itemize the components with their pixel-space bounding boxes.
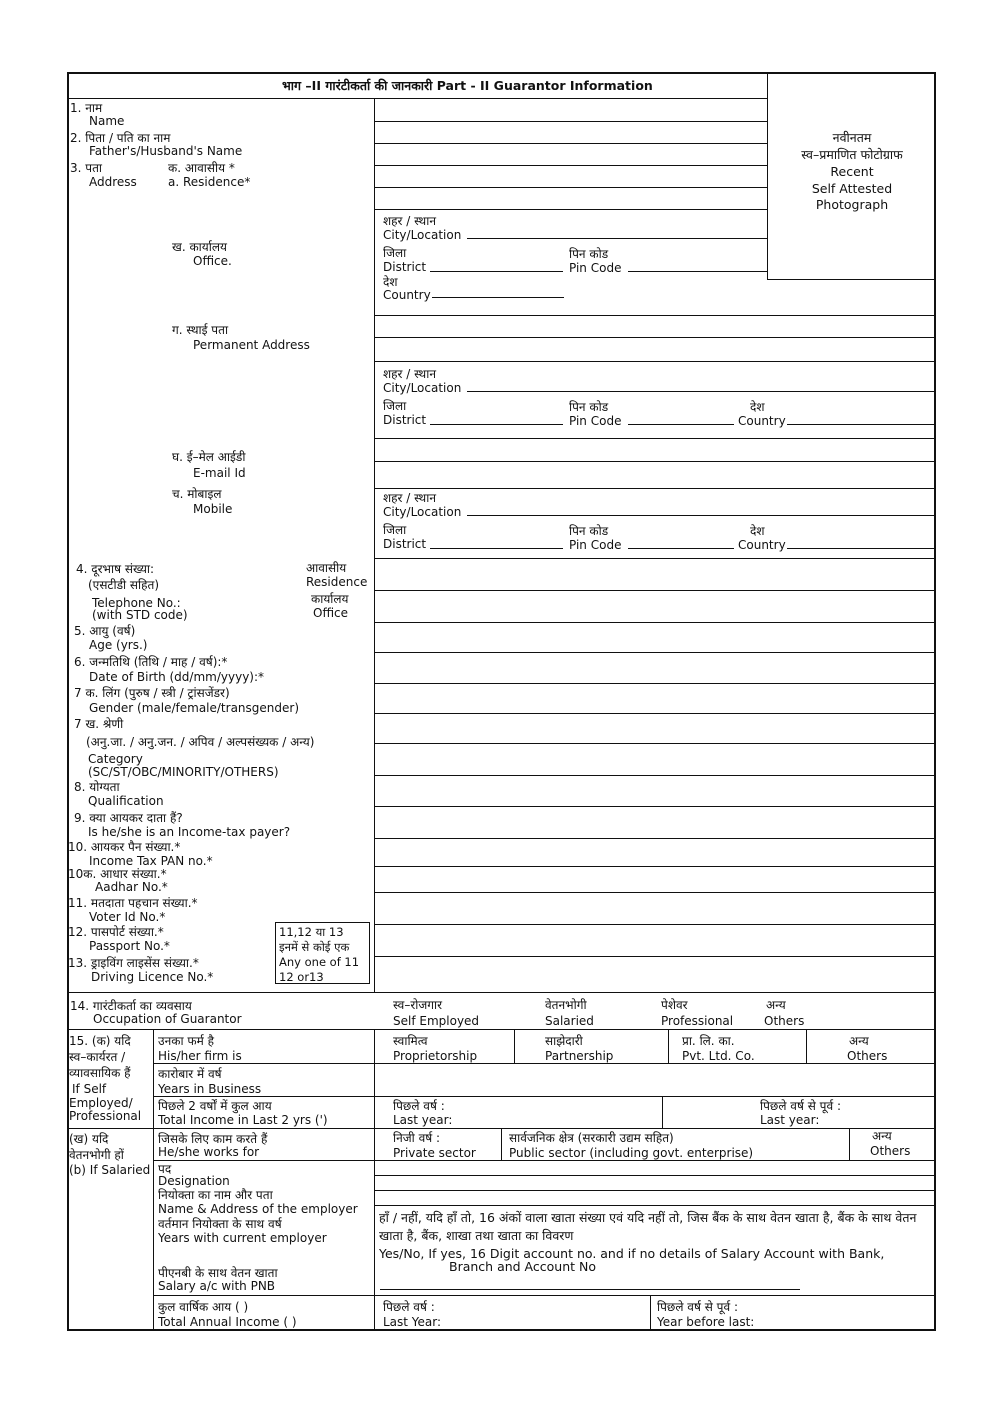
annual-last-year-label-hi: पिछले वर्ष : bbox=[383, 1300, 435, 1314]
sector-others-hi: अन्य bbox=[872, 1129, 892, 1143]
form-title: भाग –II गारंटीकर्ता की जानकारी Part - II Guarantor Information bbox=[282, 78, 653, 93]
pin-field[interactable] bbox=[628, 424, 734, 425]
city-label: City/Location bbox=[383, 505, 462, 519]
occupation-label: Occupation of Guarantor bbox=[93, 1012, 242, 1026]
age-field[interactable] bbox=[374, 652, 936, 653]
mobile-field[interactable] bbox=[374, 488, 936, 489]
column-divider bbox=[153, 1029, 154, 1331]
salary-account-instructions: Yes/No, If yes, 16 Digit account no. and if no details of Salary Account with Bank, bbox=[379, 1246, 885, 1261]
email-field[interactable] bbox=[374, 461, 936, 462]
photo-label: Recent bbox=[830, 164, 874, 179]
city-field[interactable] bbox=[467, 238, 767, 239]
firm-others[interactable]: Others bbox=[847, 1049, 888, 1063]
office-label-hi: ख. कार्यालय bbox=[172, 240, 227, 254]
pan-label: Income Tax PAN no.* bbox=[89, 854, 213, 868]
gender-label: Gender (male/female/transgender) bbox=[89, 701, 299, 715]
dob-field[interactable] bbox=[374, 683, 936, 684]
firm-partnership[interactable]: Partnership bbox=[545, 1049, 614, 1063]
self-employed-label-hi: स्व–कार्यरत / bbox=[69, 1050, 126, 1064]
category-field[interactable] bbox=[374, 775, 936, 776]
qualification-field[interactable] bbox=[374, 806, 936, 807]
divider bbox=[67, 98, 767, 99]
name-label: Name bbox=[89, 114, 125, 128]
row-divider bbox=[153, 1160, 936, 1161]
last-year-label-hi: पिछले वर्ष : bbox=[393, 1099, 445, 1113]
occupation-salaried[interactable]: Salaried bbox=[545, 1014, 594, 1028]
annual-year-before-label-hi: पिछले वर्ष से पूर्व : bbox=[657, 1300, 738, 1314]
divider bbox=[374, 315, 936, 316]
voter-id-field[interactable] bbox=[374, 924, 936, 925]
pin-label-hi: पिन कोड bbox=[569, 247, 609, 261]
firm-pvt-ltd-hi: प्रा. लि. का. bbox=[682, 1034, 735, 1048]
self-employed-label: Employed/ bbox=[69, 1096, 133, 1110]
pan-field[interactable] bbox=[374, 866, 936, 867]
email-label: E-mail Id bbox=[193, 466, 246, 480]
name-label-hi: 1. नाम bbox=[70, 101, 103, 115]
self-employed-label: If Self bbox=[72, 1082, 107, 1096]
works-for-label: He/she works for bbox=[158, 1145, 260, 1159]
years-employer-label-hi: वर्तमान नियोक्ता के साथ वर्ष bbox=[158, 1217, 282, 1231]
category-options-hi: (अनु.जा. / अनु.जन. / अपिव / अल्पसंख्यक / अन्य) bbox=[86, 735, 315, 749]
father-name-label: Father's/Husband's Name bbox=[89, 144, 243, 158]
employer-field[interactable] bbox=[374, 1190, 936, 1191]
district-label-hi: जिला bbox=[383, 523, 407, 537]
residence-label: a. Residence* bbox=[168, 175, 251, 189]
designation-label-hi: पद bbox=[158, 1162, 172, 1176]
country-label: Country bbox=[383, 288, 431, 302]
passport-label-hi: 12. पासपोर्ट संख्या.* bbox=[68, 925, 164, 939]
salaried-label-hi: वेतनभोगी हों bbox=[69, 1148, 124, 1162]
telephone-label: Telephone No.: bbox=[92, 596, 181, 610]
pin-label: Pin Code bbox=[569, 538, 622, 552]
firm-partnership-hi: साझेदारी bbox=[545, 1034, 583, 1048]
telephone-label-hi: 4. दूरभाष संख्या: bbox=[76, 562, 155, 576]
salary-account-instructions-hi: हाँ / नहीं, यदि हाँ तो, 16 अंकों वाला खाता संख्या एवं यदि नहीं तो, जिस बैंक के साथ वेतन खाता है, बैंक के साथ वेतन खाता है, बैंक, शाखा तथा खाता का विवरण bbox=[379, 1210, 917, 1243]
father-name-field[interactable] bbox=[374, 143, 767, 144]
public-sector[interactable]: Public sector (including govt. enterprise) bbox=[509, 1146, 754, 1160]
public-sector-hi: सार्वजनिक क्षेत्र (सरकारी उद्यम सहित) bbox=[509, 1131, 674, 1145]
country-field[interactable] bbox=[432, 297, 564, 298]
pin-label: Pin Code bbox=[569, 414, 622, 428]
pin-field[interactable] bbox=[628, 548, 734, 549]
country-label-hi: देश bbox=[750, 524, 765, 538]
firm-proprietorship-hi: स्वामित्व bbox=[393, 1034, 428, 1048]
photo-box-border bbox=[767, 279, 936, 280]
driving-licence-label-hi: 13. ड्राइविंग लाइसेंस संख्या.* bbox=[68, 956, 199, 970]
private-sector-hi: निजी वर्ष : bbox=[393, 1131, 441, 1145]
district-label-hi: जिला bbox=[383, 399, 407, 413]
works-for-label-hi: जिसके लिए काम करते हैं bbox=[158, 1132, 268, 1146]
passport-field[interactable] bbox=[374, 956, 936, 957]
cell-divider bbox=[668, 1029, 669, 1063]
prev-year-label: Last year: bbox=[760, 1113, 820, 1127]
qualification-label: Qualification bbox=[88, 794, 164, 808]
annual-income-label: Total Annual Income ( ) bbox=[158, 1315, 297, 1329]
city-label: City/Location bbox=[383, 381, 462, 395]
district-field[interactable] bbox=[430, 548, 563, 549]
divider bbox=[374, 558, 936, 559]
district-field[interactable] bbox=[430, 271, 563, 272]
occupation-salaried-hi: वेतनभोगी bbox=[545, 998, 587, 1012]
passport-label: Passport No.* bbox=[89, 939, 170, 953]
address-field[interactable] bbox=[374, 187, 767, 188]
cell-divider bbox=[514, 1029, 515, 1063]
city-label-hi: शहर / स्थान bbox=[383, 214, 436, 228]
income-label: Total Income in Last 2 yrs (') bbox=[158, 1113, 328, 1127]
occupation-professional[interactable]: Professional bbox=[661, 1014, 734, 1028]
gender-field[interactable] bbox=[374, 713, 936, 714]
income-label-hi: पिछले 2 वर्षों में कुल आय bbox=[158, 1099, 272, 1113]
age-label-hi: 5. आयु (वर्ष) bbox=[74, 624, 136, 638]
telephone-label: (with STD code) bbox=[92, 608, 188, 622]
address-field[interactable] bbox=[374, 165, 767, 166]
private-sector[interactable]: Private sector bbox=[393, 1146, 476, 1160]
photo-label: Self Attested bbox=[811, 181, 893, 196]
address-label-hi: 3. पता bbox=[70, 161, 103, 175]
aadhar-label-hi: 10क. आधार संख्या.* bbox=[68, 867, 167, 881]
age-label: Age (yrs.) bbox=[89, 638, 148, 652]
city-label: City/Location bbox=[383, 228, 462, 242]
taxpayer-field[interactable] bbox=[374, 838, 936, 839]
qualification-label-hi: 8. योग्यता bbox=[74, 780, 120, 794]
country-label-hi: देश bbox=[750, 400, 765, 414]
salary-account-label: Salary a/c with PNB bbox=[158, 1279, 276, 1293]
district-label: District bbox=[383, 413, 427, 427]
row-divider bbox=[153, 1096, 936, 1097]
office-phone-label-hi: कार्यालय bbox=[311, 592, 349, 606]
last-year-label: Last year: bbox=[393, 1113, 453, 1127]
section-divider bbox=[67, 992, 936, 993]
self-employed-label-hi: 15. (क) यदि bbox=[69, 1034, 131, 1048]
row-divider bbox=[153, 1295, 936, 1296]
aadhar-field[interactable] bbox=[374, 892, 936, 893]
country-label: Country bbox=[738, 414, 786, 428]
cell-divider bbox=[501, 1128, 502, 1160]
employer-label: Name & Address of the employer bbox=[158, 1202, 358, 1216]
dob-label: Date of Birth (dd/mm/yyyy):* bbox=[89, 670, 265, 684]
occupation-self-employed-hi: स्व–रोजगार bbox=[393, 998, 443, 1012]
district-field[interactable] bbox=[430, 424, 563, 425]
firm-pvt-ltd[interactable]: Pvt. Ltd. Co. bbox=[682, 1049, 755, 1063]
employer-field[interactable] bbox=[374, 1205, 936, 1206]
district-label-hi: जिला bbox=[383, 246, 407, 260]
column-divider bbox=[374, 98, 375, 993]
permanent-label-hi: ग. स्थाई पता bbox=[172, 323, 229, 337]
occupation-others-hi: अन्य bbox=[766, 998, 786, 1012]
salary-account-field[interactable] bbox=[380, 1289, 800, 1290]
photo-label-hi: स्व–प्रमाणित फोटोग्राफ bbox=[801, 147, 903, 162]
cell-divider bbox=[650, 1295, 651, 1331]
divider bbox=[374, 438, 936, 439]
office-phone-label: Office bbox=[313, 606, 349, 620]
district-label: District bbox=[383, 537, 427, 551]
residence-phone-label-hi: आवासीय bbox=[306, 561, 347, 575]
taxpayer-label-hi: 9. क्या आयकर दाता हैं? bbox=[74, 811, 183, 825]
address-label: Address bbox=[89, 175, 137, 189]
pin-field[interactable] bbox=[628, 271, 767, 272]
occupation-label-hi: 14. गारंटीकर्ता का व्यवसाय bbox=[70, 999, 192, 1013]
residence-phone-label: Residence bbox=[306, 575, 368, 589]
cell-divider bbox=[806, 1029, 807, 1063]
firm-label: His/her firm is bbox=[158, 1049, 242, 1063]
annual-income-label-hi: कुल वार्षिक आय ( ) bbox=[158, 1300, 249, 1314]
voter-id-label: Voter Id No.* bbox=[89, 910, 166, 924]
residence-label-hi: क. आवासीय * bbox=[168, 161, 235, 175]
row-divider bbox=[153, 1063, 936, 1064]
self-employed-label: Professional bbox=[69, 1109, 142, 1123]
telephone-office-field[interactable] bbox=[374, 622, 936, 623]
column-divider bbox=[374, 1029, 375, 1331]
country-label-hi: देश bbox=[383, 275, 398, 289]
category-label: Category bbox=[88, 752, 143, 766]
occupation-self-employed[interactable]: Self Employed bbox=[393, 1014, 480, 1028]
id-note-box: 11,12 या 13 इनमें से कोई एक Any one of 11 12 or13 bbox=[275, 922, 370, 984]
photo-label-hi: नवीनतम bbox=[832, 130, 872, 145]
driving-licence-label: Driving Licence No.* bbox=[91, 970, 214, 984]
district-label: District bbox=[383, 260, 427, 274]
sector-others[interactable]: Others bbox=[870, 1144, 911, 1158]
occupation-others[interactable]: Others bbox=[764, 1014, 805, 1028]
annual-year-before-label: Year before last: bbox=[657, 1315, 755, 1329]
self-employed-label-hi: व्यावसायिक हैं bbox=[69, 1066, 131, 1080]
salary-account-instructions: Branch and Account No bbox=[449, 1259, 596, 1274]
pan-label-hi: 10. आयकर पैन संख्या.* bbox=[68, 840, 181, 854]
years-employer-label: Years with current employer bbox=[158, 1231, 327, 1245]
firm-others-hi: अन्य bbox=[849, 1034, 869, 1048]
salary-account-label-hi: पीएनबी के साथ वेतन खाता bbox=[158, 1266, 278, 1280]
email-label-hi: घ. ई–मेल आईडी bbox=[172, 450, 246, 464]
mobile-label-hi: च. मोबाइल bbox=[172, 487, 222, 501]
pin-label-hi: पिन कोड bbox=[569, 524, 609, 538]
employer-label-hi: नियोक्ता का नाम और पता bbox=[158, 1188, 273, 1202]
salaried-label: (b) If Salaried bbox=[69, 1163, 151, 1177]
country-field[interactable] bbox=[787, 424, 936, 425]
permanent-address-field[interactable] bbox=[374, 361, 936, 362]
city-field[interactable] bbox=[467, 391, 936, 392]
father-name-label-hi: 2. पिता / पति का नाम bbox=[70, 131, 171, 145]
annual-last-year-label: Last Year: bbox=[383, 1315, 442, 1329]
designation-label: Designation bbox=[158, 1174, 230, 1188]
office-label: Office. bbox=[193, 254, 232, 268]
aadhar-label: Aadhar No.* bbox=[95, 880, 168, 894]
photo-label: Photograph bbox=[815, 197, 889, 212]
pin-label-hi: पिन कोड bbox=[569, 400, 609, 414]
city-label-hi: शहर / स्थान bbox=[383, 491, 436, 505]
salaried-label-hi: (ख) यदि bbox=[69, 1132, 109, 1146]
category-options: (SC/ST/OBC/MINORITY/OTHERS) bbox=[88, 765, 279, 779]
mobile-label: Mobile bbox=[193, 502, 233, 516]
city-label-hi: शहर / स्थान bbox=[383, 367, 436, 381]
prev-year-label-hi: पिछले वर्ष से पूर्व : bbox=[760, 1099, 841, 1113]
dob-label-hi: 6. जन्मतिथि (तिथि / माह / वर्ष):* bbox=[74, 655, 228, 669]
permanent-address-field[interactable] bbox=[374, 337, 936, 338]
firm-proprietorship[interactable]: Proprietorship bbox=[393, 1049, 478, 1063]
gender-label-hi: 7 क. लिंग (पुरुष / स्त्री / ट्रांसजेंडर) bbox=[74, 686, 230, 700]
pin-label: Pin Code bbox=[569, 261, 622, 275]
country-field[interactable] bbox=[787, 548, 936, 549]
designation-field[interactable] bbox=[374, 1175, 936, 1176]
permanent-label: Permanent Address bbox=[193, 338, 310, 352]
occupation-professional-hi: पेशेवर bbox=[661, 998, 688, 1012]
category-field[interactable] bbox=[374, 743, 936, 744]
voter-id-label-hi: 11. मतदाता पहचान संख्या.* bbox=[68, 896, 198, 910]
firm-label-hi: उनका फर्म है bbox=[158, 1034, 214, 1048]
cell-divider bbox=[662, 1096, 663, 1128]
telephone-label-hi: (एसटीडी सहित) bbox=[88, 578, 160, 592]
address-field[interactable] bbox=[374, 209, 767, 210]
years-business-label-hi: कारोबार में वर्ष bbox=[158, 1067, 222, 1081]
city-field[interactable] bbox=[467, 515, 936, 516]
taxpayer-label: Is he/she is an Income-tax payer? bbox=[88, 825, 291, 839]
cell-divider bbox=[849, 1128, 850, 1160]
telephone-residence-field[interactable] bbox=[374, 590, 936, 591]
country-label: Country bbox=[738, 538, 786, 552]
name-field[interactable] bbox=[374, 121, 767, 122]
category-label-hi: 7 ख. श्रेणी bbox=[74, 717, 124, 731]
years-business-label: Years in Business bbox=[158, 1082, 262, 1096]
